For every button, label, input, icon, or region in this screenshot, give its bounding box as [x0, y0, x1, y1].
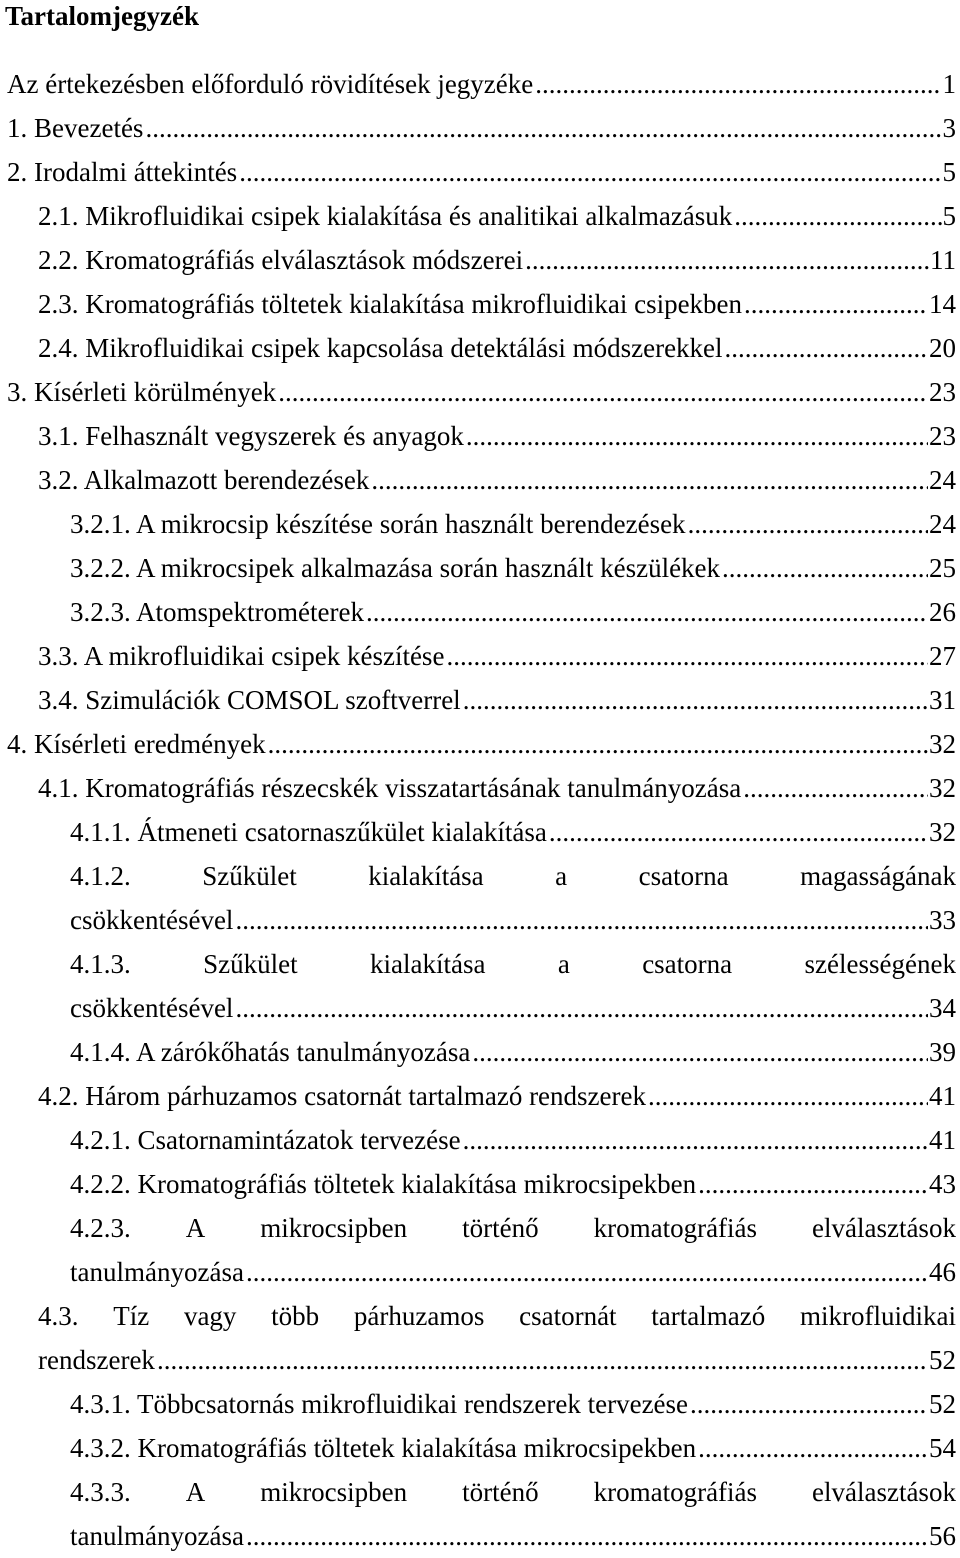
toc-entry-label: 4. Kísérleti eredmények: [7, 729, 266, 759]
toc-entry-label: 4.1. Kromatográfiás részecskék visszatartásának tanulmányozása: [38, 773, 742, 803]
toc-entry[interactable]: [70, 986, 956, 1030]
toc-entry[interactable]: [7, 62, 956, 106]
toc-page-number: 32: [929, 773, 956, 803]
toc-entry-word: csatorna: [638, 861, 729, 891]
toc-leader-dots: [698, 1162, 928, 1206]
toc-entry-label: 4.2.1. Csatornamintázatok tervezése: [70, 1125, 461, 1155]
toc-leader-dots: [246, 1514, 928, 1558]
toc-entry-word: kromatográfiás: [593, 1477, 758, 1507]
toc-entry-label: 4.3.2. Kromatográfiás töltetek kialakítása mikrocsipekben: [70, 1433, 697, 1463]
toc-leader-dots: [268, 722, 928, 766]
toc-entry[interactable]: [70, 502, 956, 546]
toc-entry-word: magasságának: [800, 861, 956, 891]
toc-entry-label: 3.1. Felhasznált vegyszerek és anyagok: [38, 421, 464, 451]
toc-entry[interactable]: [70, 1162, 956, 1206]
toc-entry-label: 3.2.3. Atomspektrométerek: [70, 597, 364, 627]
toc-entry-word: elválasztások: [812, 1477, 956, 1507]
toc-entry-word: elválasztások: [812, 1213, 956, 1243]
toc-page-number: 27: [929, 641, 956, 671]
toc-leader-dots: [744, 282, 928, 326]
toc-entry-word: mikrocsipben: [260, 1213, 408, 1243]
toc-entry-label: 3.2.2. A mikrocsipek alkalmazása során használt készülékek: [70, 553, 721, 583]
toc-entry[interactable]: [7, 722, 956, 766]
toc-entry-label: 4.3.1. Többcsatornás mikrofluidikai rendszerek tervezése: [70, 1389, 689, 1419]
toc-entry-label: 2.2. Kromatográfiás elválasztások módszerei: [38, 245, 524, 275]
toc-entry-label: 4.2.2. Kromatográfiás töltetek kialakítása mikrocsipekben: [70, 1169, 697, 1199]
toc-entry[interactable]: [38, 194, 956, 238]
toc-leader-dots: [535, 62, 941, 106]
toc-entry-label: 4.1.4. A zárókőhatás tanulmányozása: [70, 1037, 471, 1067]
toc-entry-word: Szűkület: [202, 861, 297, 891]
toc-entry[interactable]: [7, 106, 956, 150]
toc-leader-dots: [246, 1250, 928, 1294]
toc-entry[interactable]: [38, 282, 956, 326]
toc-entry-word: csatorna: [642, 949, 733, 979]
toc-page-number: 23: [929, 377, 956, 407]
toc-entry-line1: [70, 1470, 956, 1514]
toc-page-number: 23: [929, 421, 956, 451]
toc-entry[interactable]: [7, 150, 956, 194]
toc-entry-word: tartalmazó: [651, 1301, 766, 1331]
toc-page-number: 52: [929, 1345, 956, 1375]
toc-entry-label: 3.3. A mikrofluidikai csipek készítése: [38, 641, 445, 671]
toc-entry-word: a: [555, 861, 568, 891]
toc-entry[interactable]: [70, 1514, 956, 1558]
toc-entry-word: párhuzamos: [353, 1301, 485, 1331]
toc-leader-dots: [466, 414, 928, 458]
toc-entry-word: csatornát: [519, 1301, 617, 1331]
toc-leader-dots: [278, 370, 928, 414]
toc-entry-word: mikrocsipben: [260, 1477, 408, 1507]
toc-page-number: 54: [929, 1433, 956, 1463]
toc-page-number: 32: [929, 729, 956, 759]
toc-leader-dots: [463, 678, 928, 722]
toc-entry[interactable]: [38, 766, 956, 810]
toc-entry[interactable]: [38, 238, 956, 282]
toc-entry[interactable]: [38, 458, 956, 502]
toc-entry[interactable]: [7, 370, 956, 414]
toc-leader-dots: [145, 106, 941, 150]
toc-entry-word: 4.2.3.: [70, 1213, 131, 1243]
toc-entry[interactable]: [38, 634, 956, 678]
toc-entry-word: kromatográfiás: [593, 1213, 758, 1243]
toc-entry[interactable]: [38, 1074, 956, 1118]
toc-leader-dots: [722, 546, 928, 590]
toc-entry-label: 2. Irodalmi áttekintés: [7, 157, 238, 187]
toc-page-number: 46: [929, 1257, 956, 1287]
toc-entry-word: A: [185, 1213, 206, 1243]
toc-page-number: 5: [942, 201, 956, 231]
toc-entry-line1: [70, 942, 956, 986]
toc-entry-word: Tíz: [113, 1301, 150, 1331]
toc-page-number: 20: [929, 333, 956, 363]
toc-title: Tartalomjegyzék: [5, 1, 199, 31]
toc-entry-label: tanulmányozása: [70, 1257, 244, 1287]
toc-page-number: 39: [929, 1037, 956, 1067]
toc-entry-label: 3.2. Alkalmazott berendezések: [38, 465, 370, 495]
toc-entry-label: 2.3. Kromatográfiás töltetek kialakítása mikrofluidikai csipekben: [38, 289, 743, 319]
toc-entry-label: 2.4. Mikrofluidikai csipek kapcsolása detektálási módszerekkel: [38, 333, 723, 363]
toc-entry-word: vagy: [183, 1301, 237, 1331]
toc-entry[interactable]: [70, 810, 956, 854]
toc-page-number: 24: [929, 465, 956, 495]
toc-entry[interactable]: [70, 1382, 956, 1426]
toc-entry-label: rendszerek: [38, 1345, 155, 1375]
toc-entry[interactable]: [38, 414, 956, 458]
toc-entry[interactable]: [70, 1250, 956, 1294]
toc-leader-dots: [463, 1118, 928, 1162]
toc-page-number: 24: [929, 509, 956, 539]
toc-leader-dots: [235, 986, 928, 1030]
toc-leader-dots: [688, 502, 928, 546]
toc-entry-label: 4.1.1. Átmeneti csatornaszűkület kialakítása: [70, 817, 547, 847]
toc-page-number: 52: [929, 1389, 956, 1419]
toc-page-number: 5: [942, 157, 956, 187]
toc-leader-dots: [734, 194, 941, 238]
toc-page-number: 33: [929, 905, 956, 935]
toc-page-number: 31: [929, 685, 956, 715]
toc-entry-word: történő: [462, 1477, 539, 1507]
toc-entry-word: mikrofluidikai: [799, 1301, 956, 1331]
toc-entry[interactable]: [70, 898, 956, 942]
toc-entry-label: csökkentésével: [70, 993, 234, 1023]
toc-entry-word: 4.3.: [38, 1301, 79, 1331]
toc-leader-dots: [472, 1030, 928, 1074]
toc-entry[interactable]: [70, 590, 956, 634]
toc-page-number: 41: [929, 1081, 956, 1111]
toc-leader-dots: [446, 634, 928, 678]
toc-entry[interactable]: [38, 1338, 956, 1382]
toc-entry-word: A: [185, 1477, 206, 1507]
toc-entry-word: történő: [462, 1213, 539, 1243]
toc-entry-word: 4.1.3.: [70, 949, 131, 979]
toc-entry-line1: [38, 1294, 956, 1338]
toc-entry-word: kialakítása: [368, 861, 484, 891]
toc-page-number: 41: [929, 1125, 956, 1155]
toc-page-number: 43: [929, 1169, 956, 1199]
toc-entry[interactable]: [38, 326, 956, 370]
toc-leader-dots: [549, 810, 928, 854]
toc-page-number: 14: [929, 289, 956, 319]
toc-leader-dots: [239, 150, 941, 194]
toc-page-number: 3: [942, 113, 956, 143]
toc-leader-dots: [743, 766, 928, 810]
toc-entry-label: 3.2.1. A mikrocsip készítése során használt berendezések: [70, 509, 686, 539]
toc-leader-dots: [525, 238, 929, 282]
toc-entry[interactable]: [70, 1426, 956, 1470]
toc-entry-label: 3. Kísérleti körülmények: [7, 377, 277, 407]
toc-leader-dots: [366, 590, 928, 634]
toc-page-number: 34: [929, 993, 956, 1023]
toc-entry[interactable]: [70, 546, 956, 590]
toc-page-number: 26: [929, 597, 956, 627]
toc-page-number: 1: [942, 69, 956, 99]
toc-entry-label: Az értekezésben előforduló rövidítések jegyzéke: [7, 69, 534, 99]
toc-entry[interactable]: [70, 1030, 956, 1074]
toc-entry-label: 3.4. Szimulációk COMSOL szoftverrel: [38, 685, 461, 715]
toc-entry-label: csökkentésével: [70, 905, 234, 935]
toc-page-number: 25: [929, 553, 956, 583]
toc-entry-label: 2.1. Mikrofluidikai csipek kialakítása és analitikai alkalmazásuk: [38, 201, 733, 231]
toc-leader-dots: [690, 1382, 928, 1426]
toc-leader-dots: [235, 898, 928, 942]
toc-leader-dots: [648, 1074, 928, 1118]
toc-entry-word: szélességének: [804, 949, 956, 979]
toc-leader-dots: [725, 326, 928, 370]
toc-entry-label: 4.2. Három párhuzamos csatornát tartalmazó rendszerek: [38, 1081, 646, 1111]
toc-entry-line1: [70, 1206, 956, 1250]
toc-page-number: 11: [930, 245, 956, 275]
toc-entry-label: tanulmányozása: [70, 1521, 244, 1551]
toc-entry-word: a: [557, 949, 570, 979]
toc-entry-word: Szűkület: [203, 949, 298, 979]
toc-page-number: 32: [929, 817, 956, 847]
toc-leader-dots: [371, 458, 928, 502]
toc-entry-label: 1. Bevezetés: [7, 113, 144, 143]
toc-entry-line1: [70, 854, 956, 898]
toc-page-number: 56: [929, 1521, 956, 1551]
toc-entry[interactable]: [70, 1118, 956, 1162]
toc-entry-word: 4.3.3.: [70, 1477, 131, 1507]
toc-entry-word: több: [271, 1301, 320, 1331]
toc-entry-word: kialakítása: [370, 949, 486, 979]
toc-leader-dots: [698, 1426, 928, 1470]
toc-leader-dots: [157, 1338, 928, 1382]
toc-entry[interactable]: [38, 678, 956, 722]
toc-entry-word: 4.1.2.: [70, 861, 131, 891]
